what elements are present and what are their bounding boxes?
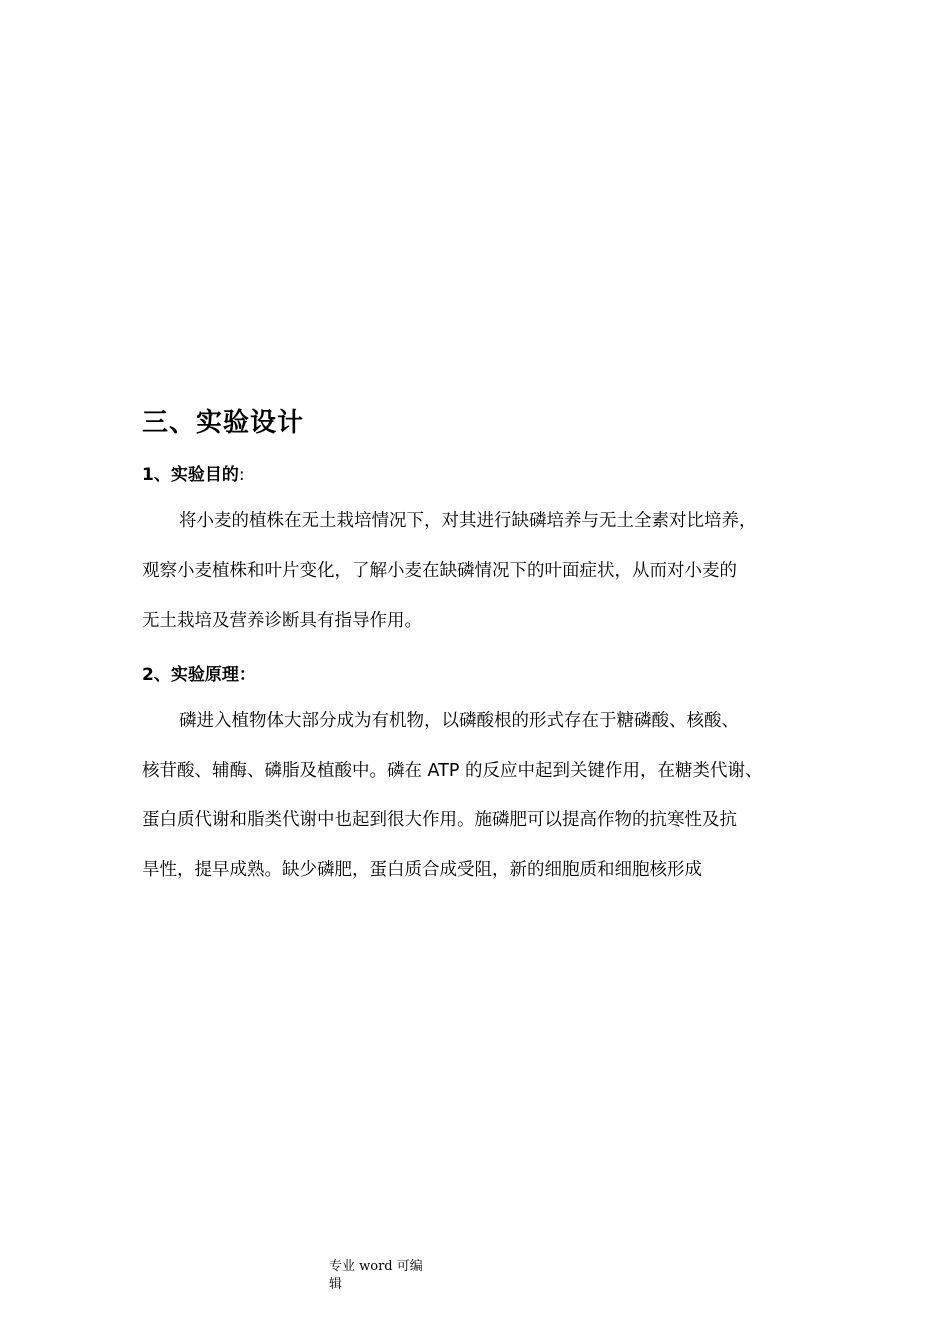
purpose-line-1: 将小麦的植株在无土栽培情况下，对其进行缺磷培养与无土全素对比培养， xyxy=(179,511,757,531)
principle-line-3: 蛋白质代谢和脂类代谢中也起到很大作用。施磷肥可以提高作物的抗寒性及抗 xyxy=(142,810,737,830)
purpose-line-3: 无土栽培及营养诊断具有指导作用。 xyxy=(142,611,422,631)
footer-line-1: 专业 word 可编 xyxy=(329,1259,423,1274)
purpose-heading-text: 1、实验目的 xyxy=(142,465,239,485)
footer-note xyxy=(329,1258,449,1294)
purpose-heading xyxy=(142,460,245,485)
section-title: 三、实验设计 xyxy=(142,408,305,438)
principle-line-1: 磷进入植物体大部分成为有机物，以磷酸根的形式存在于糖磷酸、核酸、 xyxy=(179,711,739,731)
principle-heading: 2、实验原理： xyxy=(142,665,256,685)
purpose-line-2: 观察小麦植株和叶片变化，了解小麦在缺磷情况下的叶面症状，从而对小麦的 xyxy=(142,561,737,581)
purpose-heading-colon: : xyxy=(238,465,245,485)
principle-line-2: 核苷酸、辅酶、磷脂及植酸中。磷在 ATP 的反应中起到关键作用，在糖类代谢、 xyxy=(142,761,763,781)
principle-line-4: 旱性，提早成熟。缺少磷肥，蛋白质合成受阻，新的细胞质和细胞核形成 xyxy=(142,860,702,880)
footer-line-2: 辑 xyxy=(329,1277,343,1292)
